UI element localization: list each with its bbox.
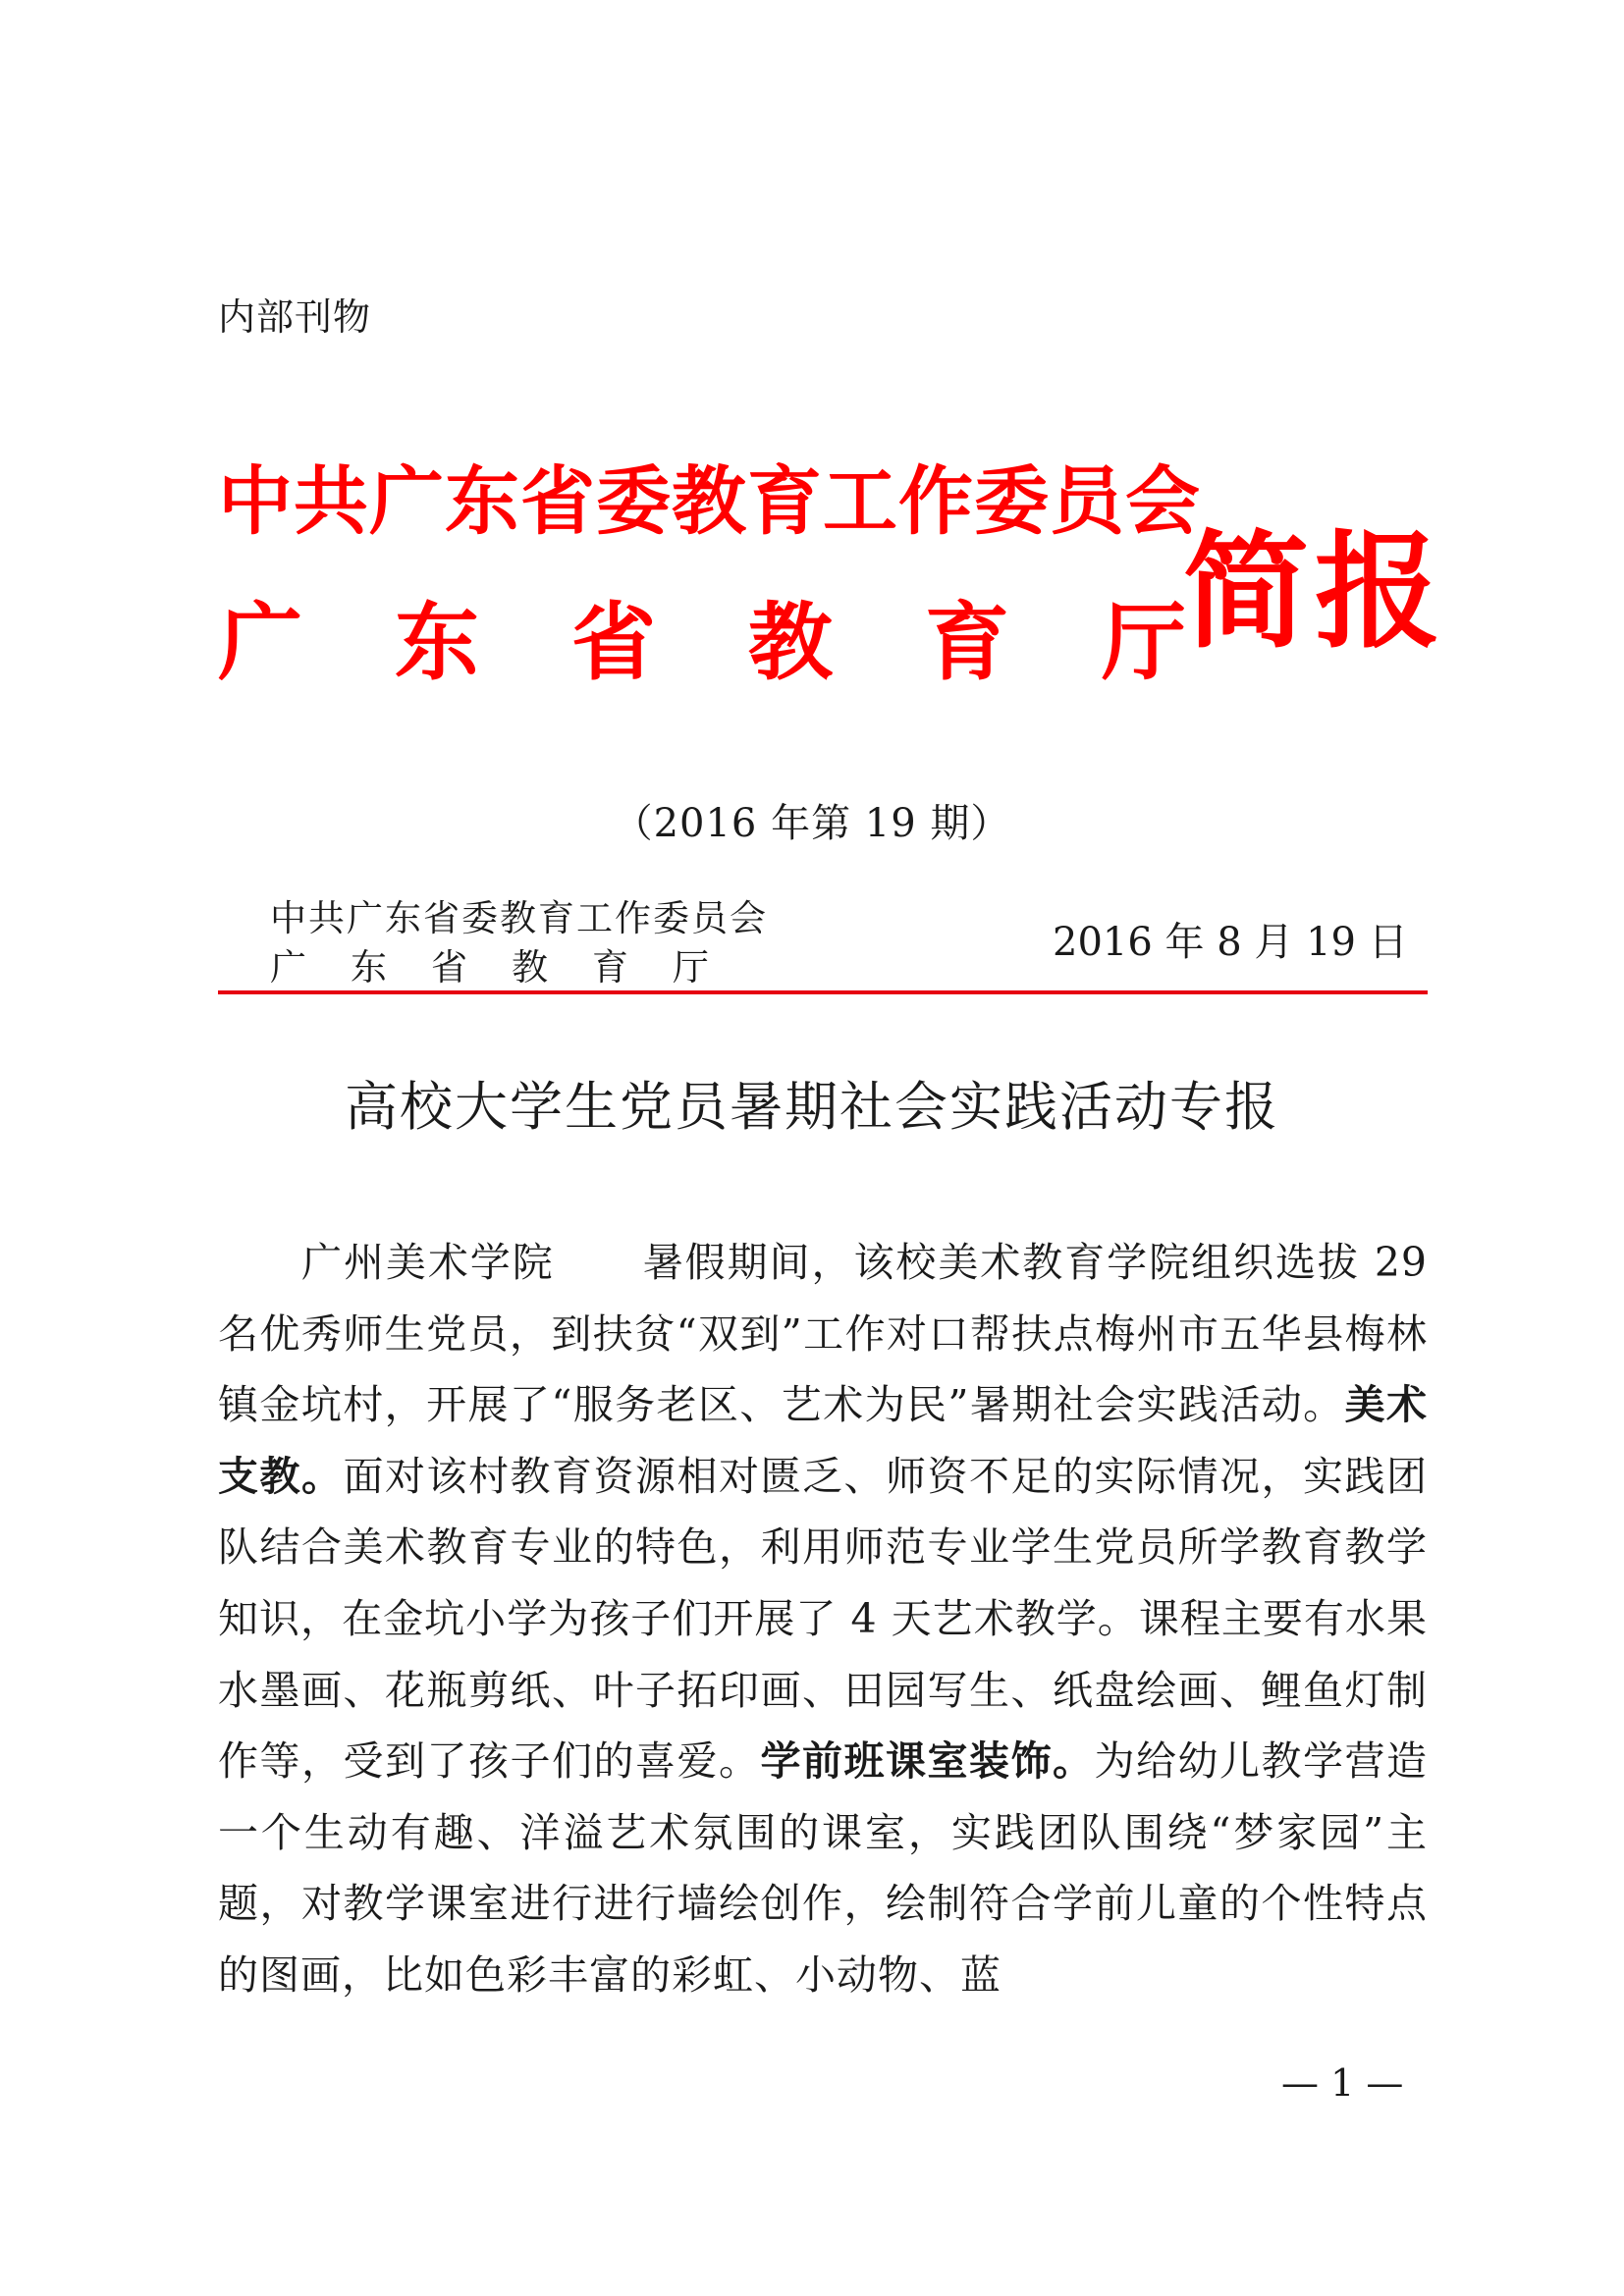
issue-number: （2016 年第 19 期） bbox=[613, 801, 1011, 846]
publisher-line1: 中共广东省委教育工作委员会 bbox=[270, 897, 768, 939]
body-segment-2: 面对该村教育资源相对匮乏、师资不足的实际情况，实践团队结合美术教育专业的特色，利用师范专业学生党员所学教育教学知识，在金坑小学为孩子们开展了 4 天艺术教学。课程主要有水果水墨画、花瓶剪纸、叶子拓印画、田园写生、纸盘绘画、鲤鱼灯制作等，受到了孩子们的喜爱。 bbox=[218, 1452, 1428, 1786]
body-segment-1: 暑假期间，该校美术教育学院组织选拔 29 名优秀师生党员，到扶贫“双到”工作对口帮扶点梅州市五华县梅林镇金坑村，开展了“服务老区、艺术为民”暑期社会实践活动。 bbox=[218, 1239, 1429, 1429]
institution-name: 广州美术学院 bbox=[301, 1239, 555, 1286]
report-title: 高校大学生党员暑期社会实践活动专报 bbox=[345, 1076, 1279, 1138]
masthead-bulletin-label: 简报 bbox=[1183, 519, 1447, 666]
masthead-org-line1: 中共广东省委教育工作委员会 bbox=[218, 457, 1201, 545]
article-body bbox=[218, 1227, 1428, 2011]
masthead-org-line2: 广东省教育厅 bbox=[218, 594, 1278, 692]
body-segment-3: 为给幼儿教学营造一个生动有趣、洋溢艺术氛围的课室，实践团队围绕“梦家园”主题，对教学课室进行进行墙绘创作，绘制符合学前儿童的个性特点的图画，比如色彩丰富的彩虹、小动物、蓝 bbox=[218, 1737, 1428, 1999]
highlight-art-teaching: 美术支教。 bbox=[218, 1381, 1429, 1500]
highlight-classroom-decoration: 学前班课室装饰。 bbox=[760, 1737, 1095, 1786]
publisher-line2: 广东省教育厅 bbox=[270, 946, 753, 988]
header-divider bbox=[218, 990, 1428, 994]
internal-publication-label: 内部刊物 bbox=[218, 295, 372, 339]
page-number: — 1 — bbox=[1281, 2061, 1404, 2105]
issue-date: 2016 年 8 月 19 日 bbox=[1053, 920, 1408, 965]
